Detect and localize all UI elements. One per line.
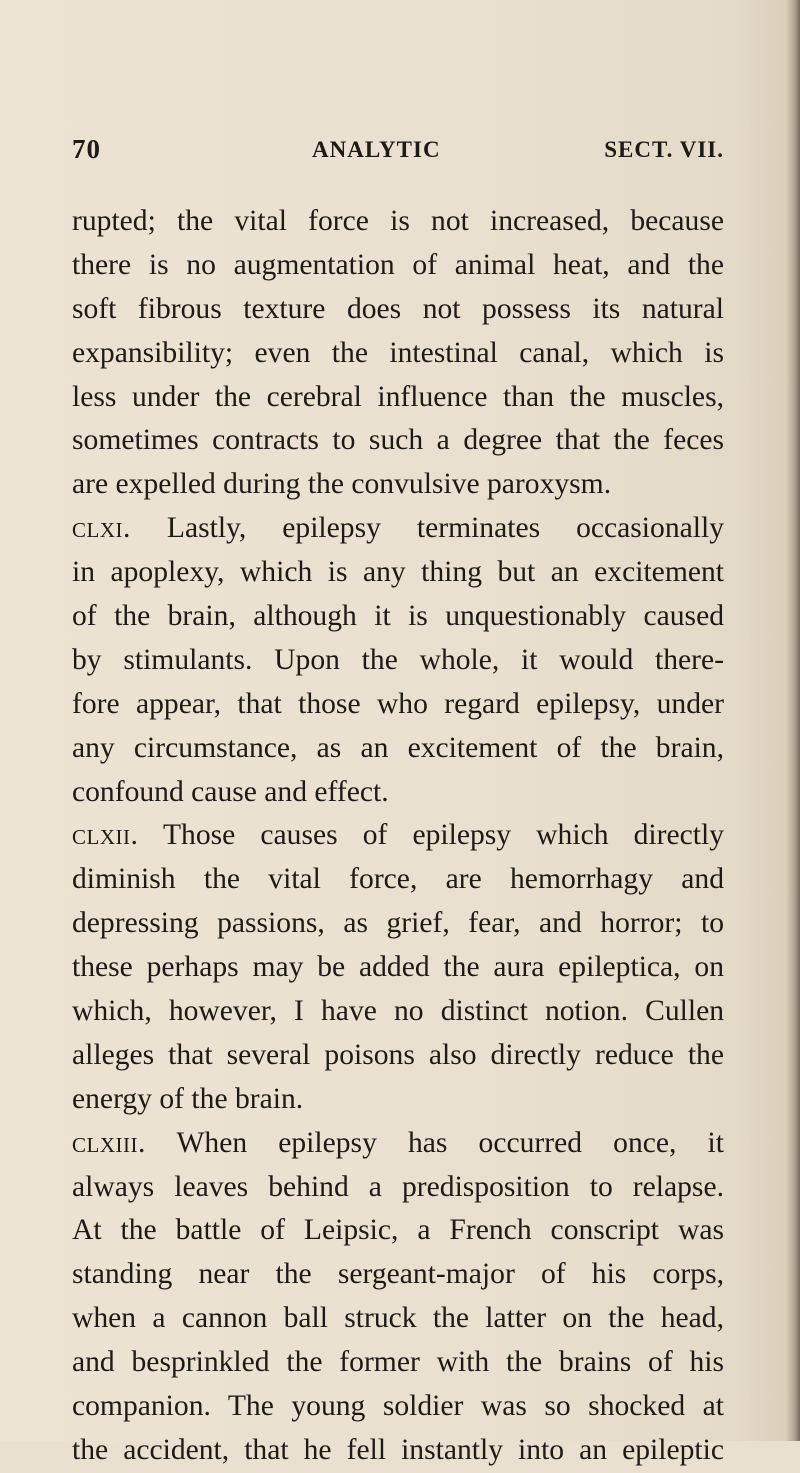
text-line <box>72 288 724 332</box>
line-text: companion. The young soldier was so shocked at <box>72 1390 724 1423</box>
text-line <box>72 1122 724 1166</box>
line-text: by stimulants. Upon the whole, it would there- <box>72 643 724 676</box>
body-text <box>72 200 724 1473</box>
line-text: any circumstance, as an excitement of the brain, <box>72 731 724 764</box>
line-text: alleges that several poisons also directly reduce the <box>72 1038 724 1071</box>
text-line <box>72 376 724 420</box>
text-line <box>72 551 724 595</box>
line-text: which, however, I have no distinct notion. Cullen <box>72 995 724 1028</box>
line-text: of the brain, although it is unquestionably caused <box>72 600 724 633</box>
line-text: the accident, that he fell instantly into an epileptic <box>72 1433 724 1466</box>
text-line <box>72 1385 724 1429</box>
text-line <box>72 946 724 990</box>
text-line <box>72 1297 724 1341</box>
line-text: these perhaps may be added the aura epileptica, on <box>72 951 724 984</box>
text-line <box>72 200 724 244</box>
line-text: always leaves behind a predisposition to relapse. <box>72 1170 724 1203</box>
text-line <box>72 244 724 288</box>
text-line <box>72 419 724 463</box>
line-text: in apoplexy, which is any thing but an excitement <box>72 556 724 589</box>
paragraph-number: clxiii. <box>72 1126 146 1159</box>
line-text: when a cannon ball struck the latter on the head, <box>72 1302 724 1335</box>
line-text: diminish the vital force, are hemorrhagy and <box>72 863 724 896</box>
line-text: soft fibrous texture does not possess its natural <box>72 292 724 325</box>
text-line <box>72 463 724 507</box>
line-text: less under the cerebral influence than the muscles, <box>72 380 724 413</box>
line-text: At the battle of Leipsic, a French conscript was <box>72 1214 724 1247</box>
line-text: standing near the sergeant-major of his corps, <box>72 1258 724 1291</box>
text-line <box>72 902 724 946</box>
text-line <box>72 507 724 551</box>
line-text: sometimes contracts to such a degree that the feces <box>72 424 724 457</box>
page-edge-shadow <box>786 0 800 1441</box>
text-line <box>72 1341 724 1385</box>
line-text: When epilepsy has occurred once, it <box>145 1126 724 1159</box>
paragraph-number: clxi. <box>72 512 131 545</box>
text-line <box>72 1034 724 1078</box>
page-number: 70 <box>72 134 101 164</box>
text-line <box>72 595 724 639</box>
section-label: SECT. VII. <box>604 137 724 162</box>
line-text: fore appear, that those who regard epilepsy, under <box>72 687 724 720</box>
text-line <box>72 1078 724 1122</box>
line-text: Those causes of epilepsy which directly <box>138 819 724 852</box>
text-line <box>72 683 724 727</box>
running-title: ANALYTIC <box>312 137 441 162</box>
text-line <box>72 1429 724 1473</box>
text-line <box>72 1166 724 1210</box>
text-line <box>72 639 724 683</box>
line-text: depressing passions, as grief, fear, and horror; to <box>72 907 724 940</box>
line-text: are expelled during the convulsive paroxysm. <box>72 468 612 501</box>
text-line <box>72 727 724 771</box>
running-head <box>72 134 724 174</box>
text-line <box>72 332 724 376</box>
text-line <box>72 1253 724 1297</box>
line-text: and besprinkled the former with the brains of his <box>72 1346 724 1379</box>
text-line <box>72 858 724 902</box>
text-line <box>72 1209 724 1253</box>
text-line <box>72 990 724 1034</box>
line-text: energy of the brain. <box>72 1082 304 1115</box>
text-line <box>72 814 724 858</box>
line-text: Lastly, epilepsy terminates occasionally <box>130 512 724 545</box>
line-text: there is no augmentation of animal heat, and the <box>72 248 724 281</box>
line-text: expansibility; even the intestinal canal, which is <box>72 336 724 369</box>
line-text: confound cause and effect. <box>72 775 389 808</box>
line-text: rupted; the vital force is not increased, because <box>72 205 724 237</box>
paragraph-number: clxii. <box>72 819 139 852</box>
text-line <box>72 771 724 815</box>
